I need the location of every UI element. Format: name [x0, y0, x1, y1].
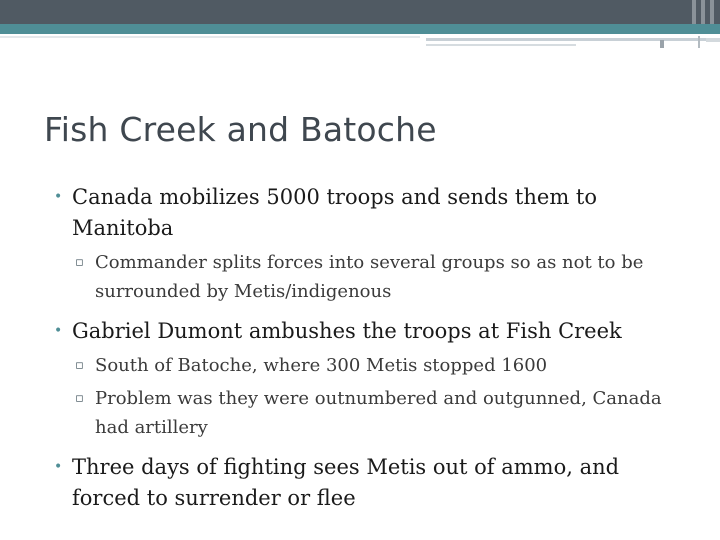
bullet-text: Three days of fighting sees Metis out of ammo, and forced to surrender or flee — [72, 455, 620, 510]
decorative-line — [706, 38, 720, 42]
bullet-icon: • — [54, 189, 63, 205]
top-banner — [0, 0, 720, 24]
banner-ticks — [692, 0, 714, 24]
bullet-text: Canada mobilizes 5000 troops and sends them to Manitoba — [72, 185, 597, 240]
bullet-item — [0, 316, 720, 347]
bullet-icon: • — [54, 459, 63, 475]
sub-bullet-text: Problem was they were outnumbered and outgunned, Canada had artillery — [95, 388, 662, 438]
top-banner-stripe — [0, 24, 720, 34]
decorative-line — [698, 36, 700, 48]
sub-bullet-item — [0, 351, 720, 380]
sub-bullet-item — [0, 384, 720, 442]
sub-bullet-text: Commander splits forces into several groups so as not to be surrounded by Metis/indigenous — [95, 252, 644, 302]
decorative-line — [426, 38, 720, 41]
bullet-item — [0, 182, 720, 244]
bullet-icon: • — [54, 323, 63, 339]
decorative-line — [660, 40, 664, 48]
slide-body — [0, 182, 720, 514]
decorative-line — [426, 44, 576, 46]
sub-bullet-icon: ▫ — [75, 391, 84, 406]
bullet-item — [0, 452, 720, 514]
bullet-text: Gabriel Dumont ambushes the troops at Fish Creek — [72, 319, 622, 343]
sub-bullet-text: South of Batoche, where 300 Metis stopped 1600 — [95, 355, 548, 376]
sub-bullet-item — [0, 248, 720, 306]
decorative-line — [0, 36, 420, 38]
sub-bullet-icon: ▫ — [75, 255, 84, 270]
slide-title: Fish Creek and Batoche — [44, 110, 437, 149]
sub-bullet-icon: ▫ — [75, 358, 84, 373]
